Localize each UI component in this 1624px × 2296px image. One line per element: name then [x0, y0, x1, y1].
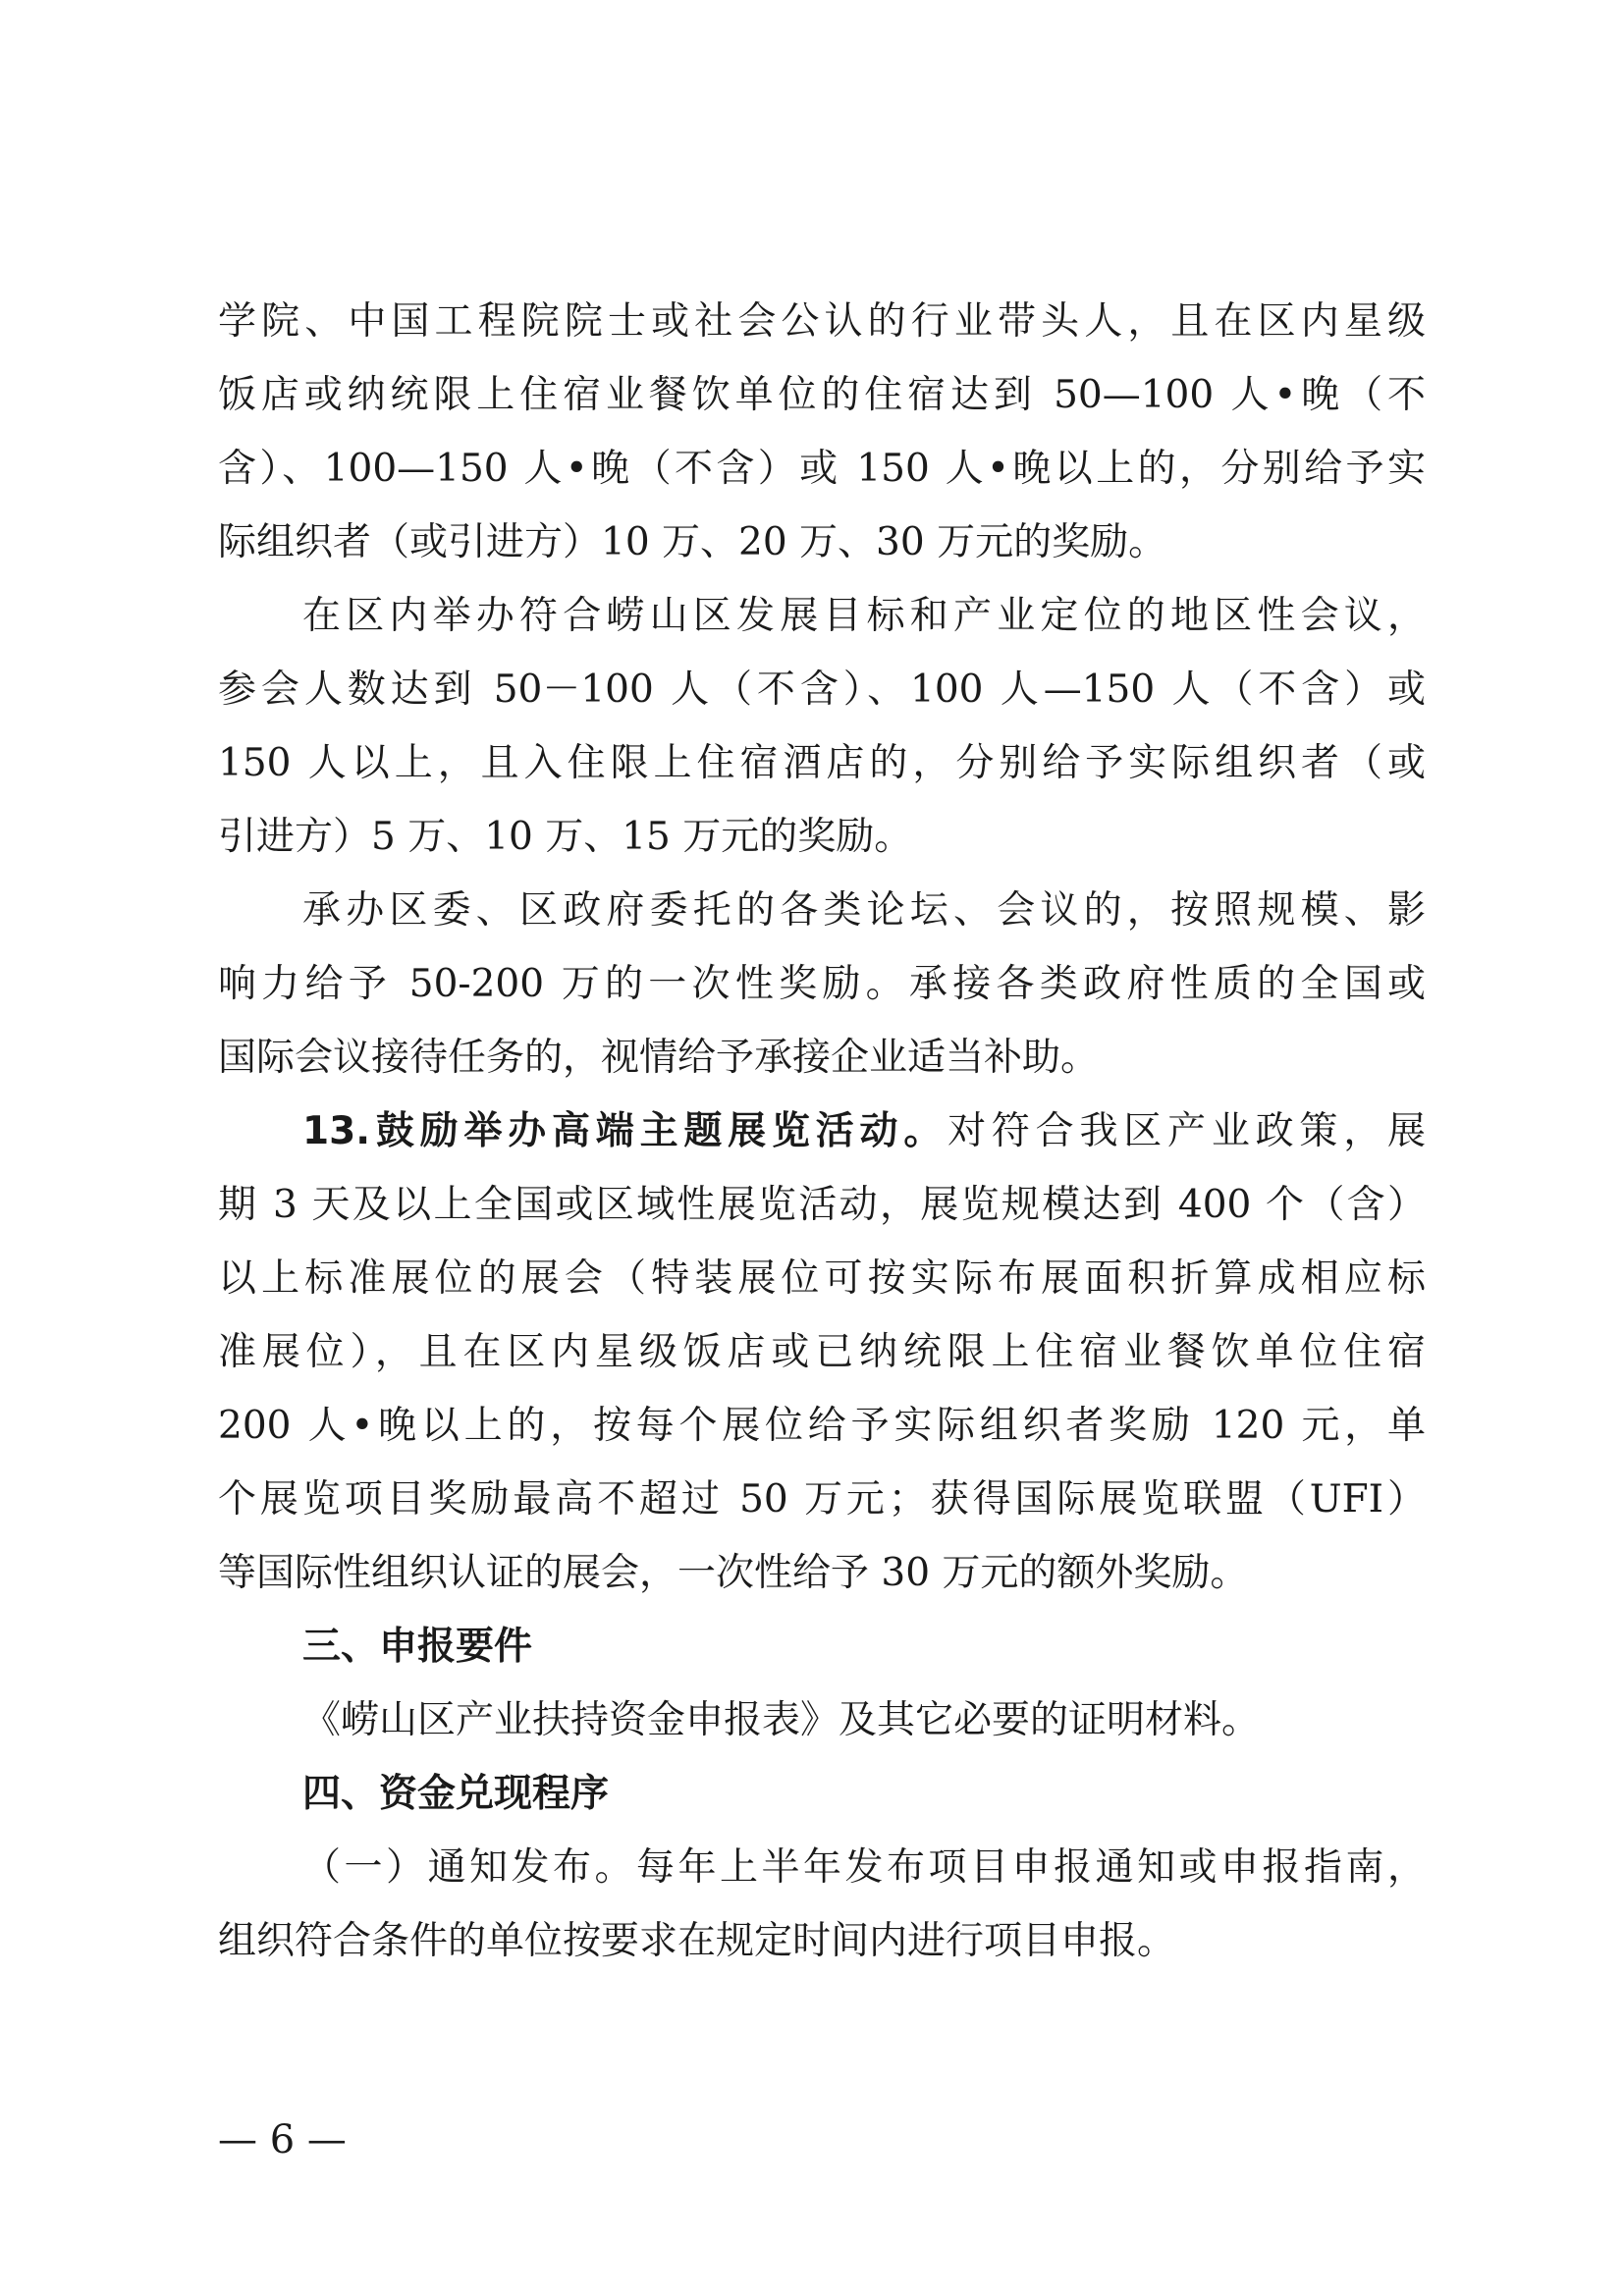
text-line: 150 人以上，且入住限上住宿酒店的，分别给予实际组织者（或	[218, 741, 1426, 785]
text-line: 准展位），且在区内星级饭店或已纳统限上住宿业餐饮单位住宿	[218, 1330, 1426, 1374]
text-line: 《崂山区产业扶持资金申报表》及其它必要的证明材料。	[302, 1698, 1261, 1742]
text-line: 在区内举办符合崂山区发展目标和产业定位的地区性会议，	[302, 594, 1426, 638]
text-line: 学院、中国工程院院士或社会公认的行业带头人，且在区内星级	[218, 299, 1426, 344]
page-number: — 6 —	[218, 2117, 347, 2163]
text-line: 参会人数达到 50－100 人（不含）、100 人—150 人（不含）或	[218, 667, 1426, 712]
item-13-heading: 13.鼓励举办高端主题展览活动。	[302, 1109, 948, 1153]
text-line: 国际会议接待任务的，视情给予承接企业适当补助。	[218, 1036, 1100, 1080]
text-line: 组织符合条件的单位按要求在规定时间内进行项目申报。	[218, 1919, 1176, 1963]
text-line: 200 人•晚以上的，按每个展位给予实际组织者奖励 120 元，单	[218, 1404, 1426, 1448]
text-line: 以上标准展位的展会（特装展位可按实际布展面积折算成相应标	[218, 1256, 1426, 1301]
text-line: 个展览项目奖励最高不超过 50 万元；获得国际展览联盟（UFI）	[218, 1477, 1426, 1522]
item-13-first-line-rest: 对符合我区产业政策，展	[947, 1109, 1426, 1153]
text-line: 际组织者（或引进方）10 万、20 万、30 万元的奖励。	[218, 520, 1167, 564]
text-line: 承办区委、区政府委托的各类论坛、会议的，按照规模、影	[302, 888, 1426, 933]
body-text	[218, 285, 1426, 1978]
text-line: 期 3 天及以上全国或区域性展览活动，展览规模达到 400 个（含）	[218, 1183, 1426, 1227]
text-line: 饭店或纳统限上住宿业餐饮单位的住宿达到 50—100 人•晚（不	[218, 373, 1426, 417]
text-line: 含）、100—150 人•晚（不含）或 150 人•晚以上的，分别给予实	[218, 447, 1426, 491]
section-heading-application-documents: 三、申报要件	[302, 1625, 533, 1669]
text-line: （一）通知发布。每年上半年发布项目申报通知或申报指南，	[302, 1845, 1426, 1890]
item-13-first-line	[218, 1095, 1426, 1168]
text-line: 等国际性组织认证的展会，一次性给予 30 万元的额外奖励。	[218, 1551, 1249, 1595]
text-line: 响力给予 50-200 万的一次性奖励。承接各类政府性质的全国或	[218, 962, 1426, 1006]
section-heading-fund-procedure: 四、资金兑现程序	[302, 1772, 610, 1816]
text-line: 引进方）5 万、10 万、15 万元的奖励。	[218, 815, 913, 859]
